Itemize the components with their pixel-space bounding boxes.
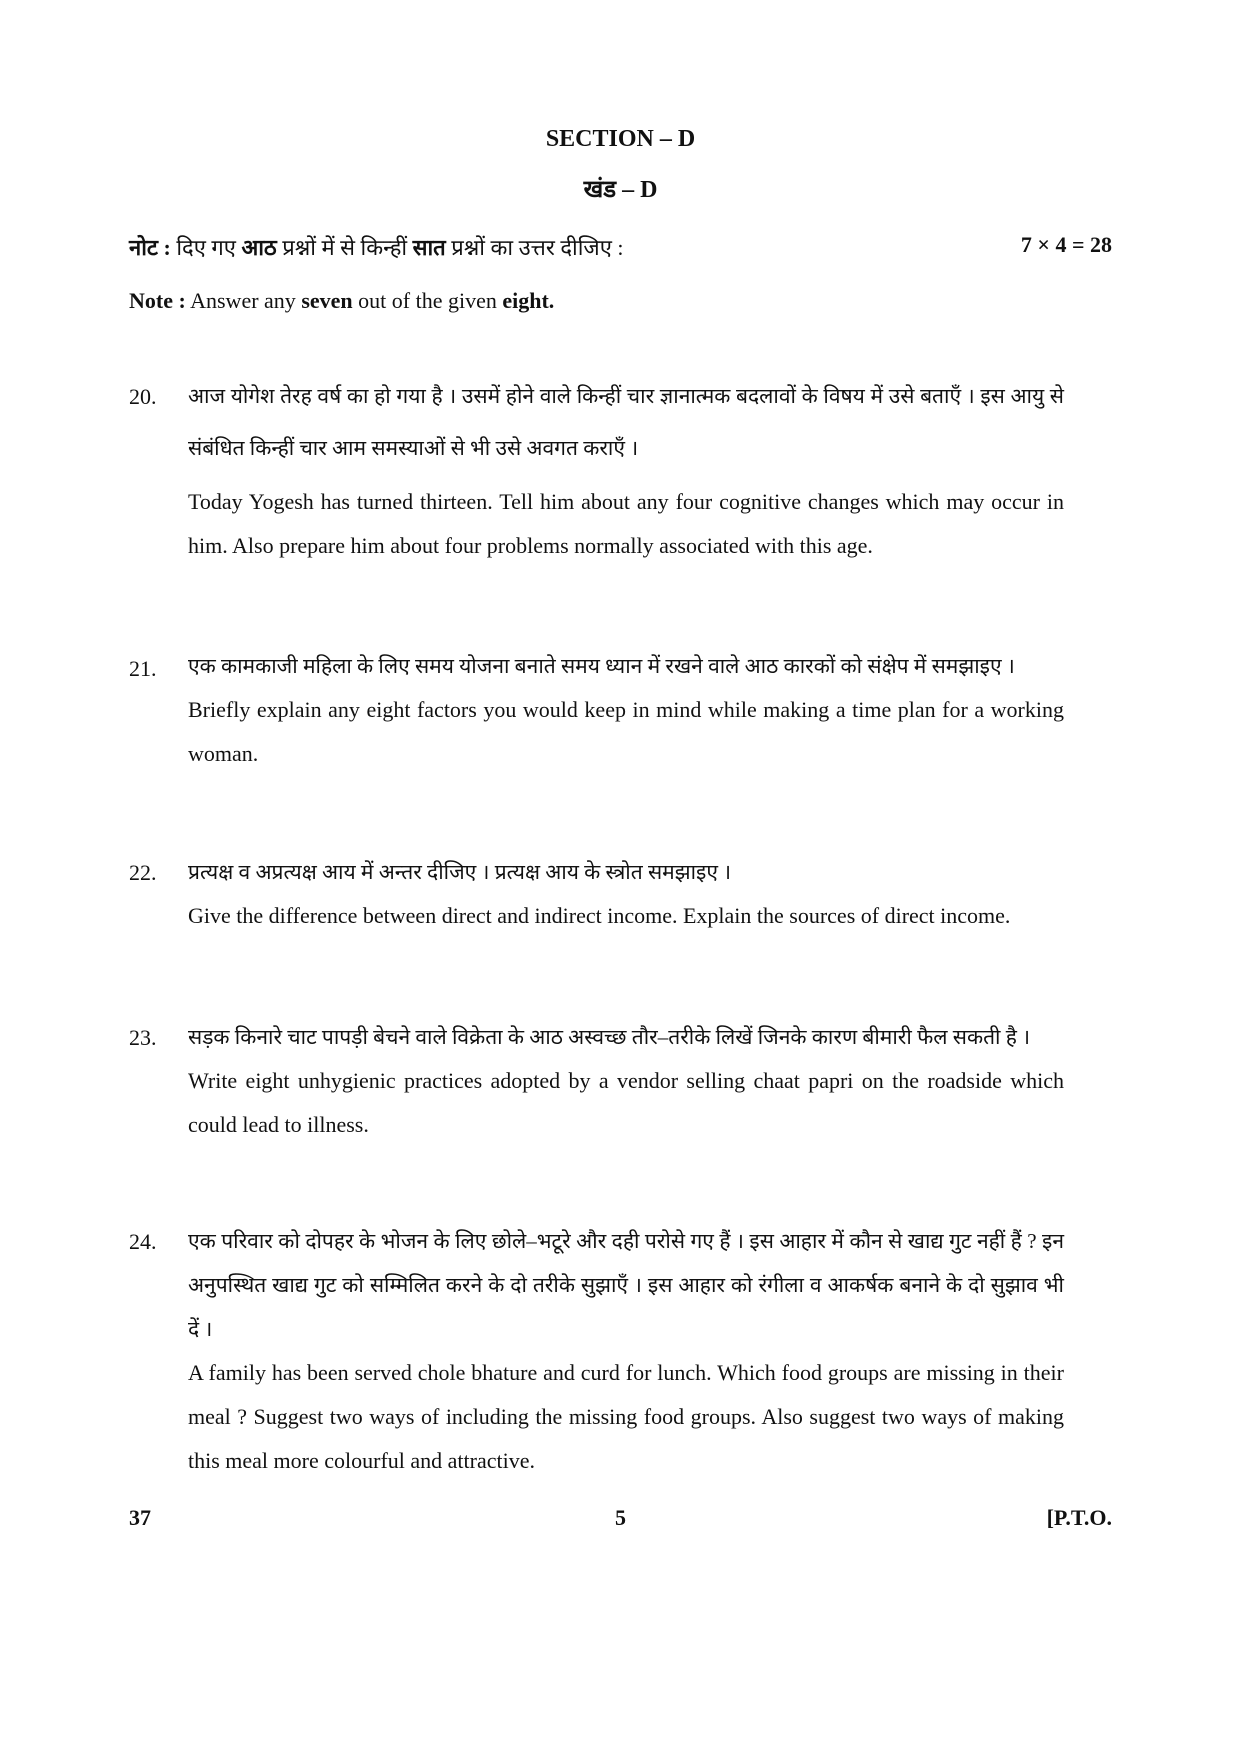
question-body [188,644,1064,776]
note-english [129,288,554,314]
question-text-english: Today Yogesh has turned thirteen. Tell him about any four cognitive changes which may occur in him. Also prepare him about four problems normally associated with this age. [188,489,1064,558]
note-hindi-text-2: प्रश्नों में से किन्हीं [282,235,408,260]
question-number: 21. [129,656,157,681]
question-number: 20. [129,384,157,409]
note-hindi-bold-1: आठ [241,235,277,260]
section-title-english: SECTION – D [545,126,696,152]
question-number: 23. [129,1025,157,1050]
question-text-hindi: आज योगेश तेरह वर्ष का हो गया है । उसमें होने वाले किन्हीं चार ज्ञानात्मक बदलावों के विषय में उसे बताएँ । इस आयु से संबंधित किन्हीं चार आम समस्याओं से भी उसे अवगत कराएँ । [188,384,1064,460]
footer-pto: [P.T.O. [1046,1505,1112,1530]
note-english-text-1: Answer any [190,288,296,313]
note-english-label: Note : [129,288,186,313]
note-english-bold-2: eight. [502,288,555,313]
marks-allocation: 7 × 4 = 28 [1020,232,1112,257]
question-body [188,1015,1064,1147]
question-text-hindi: सड़क किनारे चाट पापड़ी बेचने वाले विक्रेता के आठ अस्वच्छ तौर–तरीके लिखें जिनके कारण बीमारी फैल सकती है । [188,1025,1031,1049]
question-text-english: Briefly explain any eight factors you would keep in mind while making a time plan for a working woman. [188,697,1064,766]
question-body [188,850,1064,938]
question-text-english: Write eight unhygienic practices adopted by a vendor selling chaat papri on the roadside which could lead to illness. [188,1068,1064,1137]
footer-paper-code: 37 [129,1505,151,1530]
note-english-bold-1: seven [301,288,353,313]
note-hindi [129,232,624,262]
question-number: 24. [129,1229,157,1254]
question-text-english: A family has been served chole bhature and curd for lunch. Which food groups are missing in their meal ? Suggest two ways of including the missing food groups. Also suggest two ways of making this meal more colourful and attractive. [188,1360,1064,1473]
note-hindi-bold-2: सात [412,235,446,260]
note-hindi-label: नोट : [129,235,171,260]
note-hindi-text-3: प्रश्नों का उत्तर दीजिए : [451,235,624,260]
question-body [188,1219,1064,1483]
question-text-hindi: एक परिवार को दोपहर के भोजन के लिए छोले–भटूरे और दही परोसे गए हैं । इस आहार में कौन से खाद्य गुट नहीं हैं ? इन अनुपस्थित खाद्य गुट को सम्मिलित करने के दो तरीके सुझाएँ । इस आहार को रंगीला व आकर्षक बनाने के दो सुझाव भी दें । [188,1229,1064,1341]
question-number: 22. [129,860,157,885]
question-text-hindi: एक कामकाजी महिला के लिए समय योजना बनाते समय ध्यान में रखने वाले आठ कारकों को संक्षेप में समझाइए । [188,654,1015,678]
footer-page-number: 5 [615,1505,626,1530]
question-body [188,370,1064,568]
note-english-text-2: out of the given [358,288,497,313]
note-hindi-text-1: दिए गए [176,235,236,260]
question-text-hindi: प्रत्यक्ष व अप्रत्यक्ष आय में अन्तर दीजिए । प्रत्यक्ष आय के स्त्रोत समझाइए । [188,860,732,884]
question-text-english: Give the difference between direct and indirect income. Explain the sources of direct income. [188,903,1011,928]
section-title-hindi: खंड – D [583,177,658,203]
